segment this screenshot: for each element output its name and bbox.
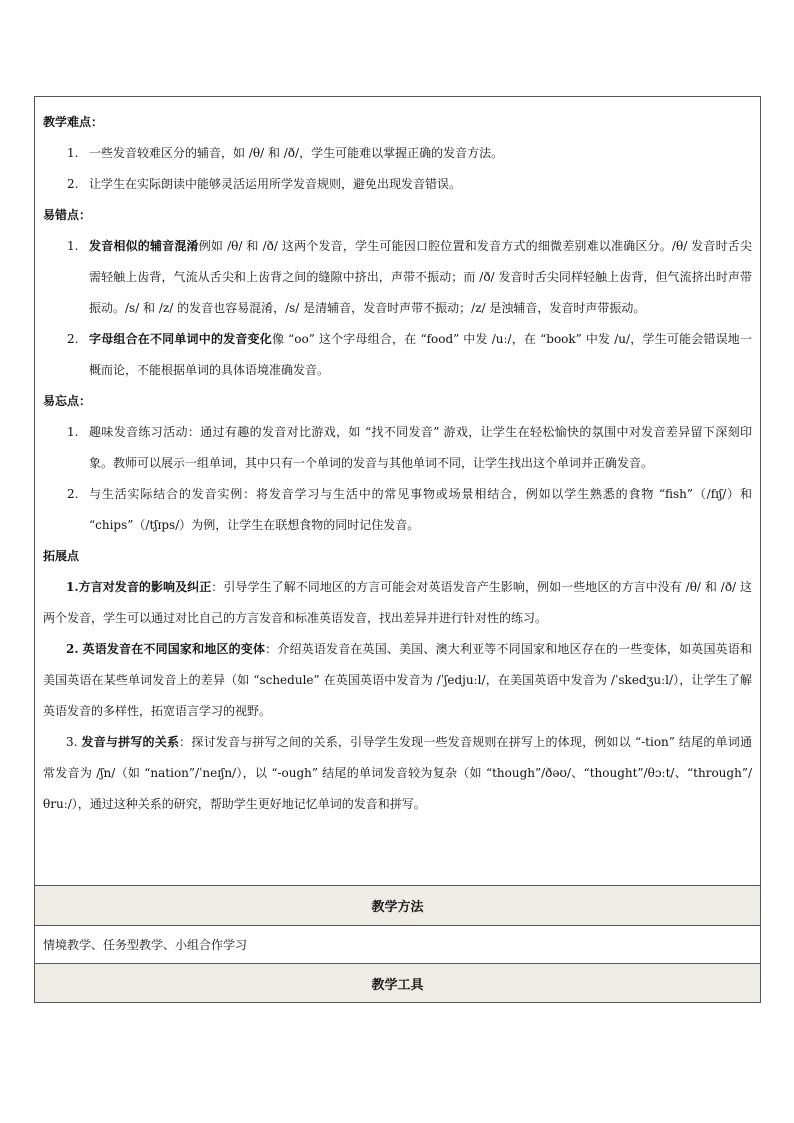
extension-item: [43, 727, 752, 820]
extension-bold-lead: 方言对发音的影响及纠正: [78, 580, 212, 594]
item-number: 2.: [67, 332, 79, 346]
item-bold-lead: 发音相似的辅音混淆: [89, 239, 199, 253]
item-text: 让学生在实际朗读中能够灵活运用所学发音规则，避免出现发音错误。: [89, 177, 462, 191]
tools-heading: 教学工具: [35, 964, 760, 1002]
methods-value: 情境教学、任务型教学、小组合作学习: [35, 926, 760, 964]
extension-heading: 拓展点: [43, 549, 80, 563]
errors-heading: 易错点：: [43, 208, 92, 222]
item-text: [89, 324, 752, 386]
item-number: 2.: [67, 487, 79, 501]
difficulties-heading: 教学难点：: [43, 115, 104, 129]
forgettable-heading: 易忘点：: [43, 394, 92, 408]
item-number: 2.: [67, 177, 79, 191]
extension-number: 2.: [66, 642, 79, 656]
extension-number: 1.: [66, 580, 79, 594]
extension-item: [43, 572, 752, 634]
item-body: 例如 /θ/ 和 /ð/ 这两个发音，学生可能因口腔位置和发音方式的细微差别难以准确区分。/θ/ 发音时舌尖需轻触上齿背，气流从舌尖和上齿背之间的缝隙中挤出，声带不振动；而 /ð/ 发音时舌尖同样轻触上齿背，但气流挤出时声带振动。/s/ 和 /z/ 的发音也容易混淆，/s/ 是清辅音，发音时声带不振动；/z/ 是浊辅音，发音时声带振动。: [89, 239, 752, 315]
list-item: [43, 324, 752, 386]
extension-body: ：探讨发音与拼写之间的关系，引导学生发现一些发音规则在拼写上的体现，例如以 “-tion” 结尾的单词通常发音为 /ʃn/（如 “nation”/ˈneɪʃn/），以 “-ough” 结尾的单词发音较为复杂（如 “though”/ðəʊ/、“thought”/θɔːt/、“through”/θruː/），通过这种关系的研究，帮助学生更好地记忆单词的发音和拼写。: [43, 735, 752, 811]
item-bold-lead: 字母组合在不同单词中的发音变化: [89, 332, 272, 346]
extension-bold-lead: 英语发音在不同国家和地区的变体: [82, 642, 266, 656]
content-cell: [35, 97, 760, 886]
list-item: [43, 417, 752, 479]
extension-body: ：引导学生了解不同地区的方言可能会对英语发音产生影响，例如一些地区的方言中没有 /θ/ 和 /ð/ 这两个发音，学生可以通过对比自己的方言发音和标准英语发音，找出差异并进行针对性的练习。: [43, 580, 752, 625]
item-body: 像 “oo” 这个字母组合，在 “food” 中发 /uː/，在 “book” 中发 /u/，学生可能会错误地一概而论，不能根据单词的具体语境准确发音。: [89, 332, 752, 377]
item-text: 与生活实际结合的发音实例：将发音学习与生活中的常见事物或场景相结合，例如以学生熟悉的食物 “fish”（/fɪʃ/）和 “chips”（/tʃɪps/）为例，让学生在联想食物的同时记住发音。: [89, 487, 752, 532]
extension-body: ：介绍英语发音在英国、美国、澳大利亚等不同国家和地区存在的一些变体，如英国英语和美国英语在某些单词发音上的差异（如 “schedule” 在英国英语中发音为 /ˈʃedjuːl/，在美国英语中发音为 /ˈskedʒuːl/），让学生了解英语发音的多样性，拓宽语言学习的视野。: [43, 642, 752, 718]
item-number: 1.: [67, 146, 79, 160]
item-text: 趣味发音练习活动：通过有趣的发音对比游戏，如 “找不同发音” 游戏，让学生在轻松愉快的氛围中对发音差异留下深刻印象。教师可以展示一组单词，其中只有一个单词的发音与其他单词不同，让学生找出这个单词并正确发音。: [89, 425, 752, 470]
list-item: [43, 169, 752, 200]
lesson-plan-table: [34, 96, 761, 1003]
extension-item: [43, 634, 752, 727]
list-item: [43, 479, 752, 541]
extension-bold-lead: 发音与拼写的关系: [81, 735, 180, 749]
item-number: 1.: [67, 239, 79, 253]
list-item: [43, 138, 752, 169]
methods-heading: 教学方法: [35, 886, 760, 926]
item-text: [89, 231, 752, 324]
list-item: [43, 231, 752, 324]
item-number: 1.: [67, 425, 79, 439]
item-text: 一些发音较难区分的辅音，如 /θ/ 和 /ð/，学生可能难以掌握正确的发音方法。: [89, 146, 504, 160]
extension-number: 3.: [66, 735, 78, 749]
